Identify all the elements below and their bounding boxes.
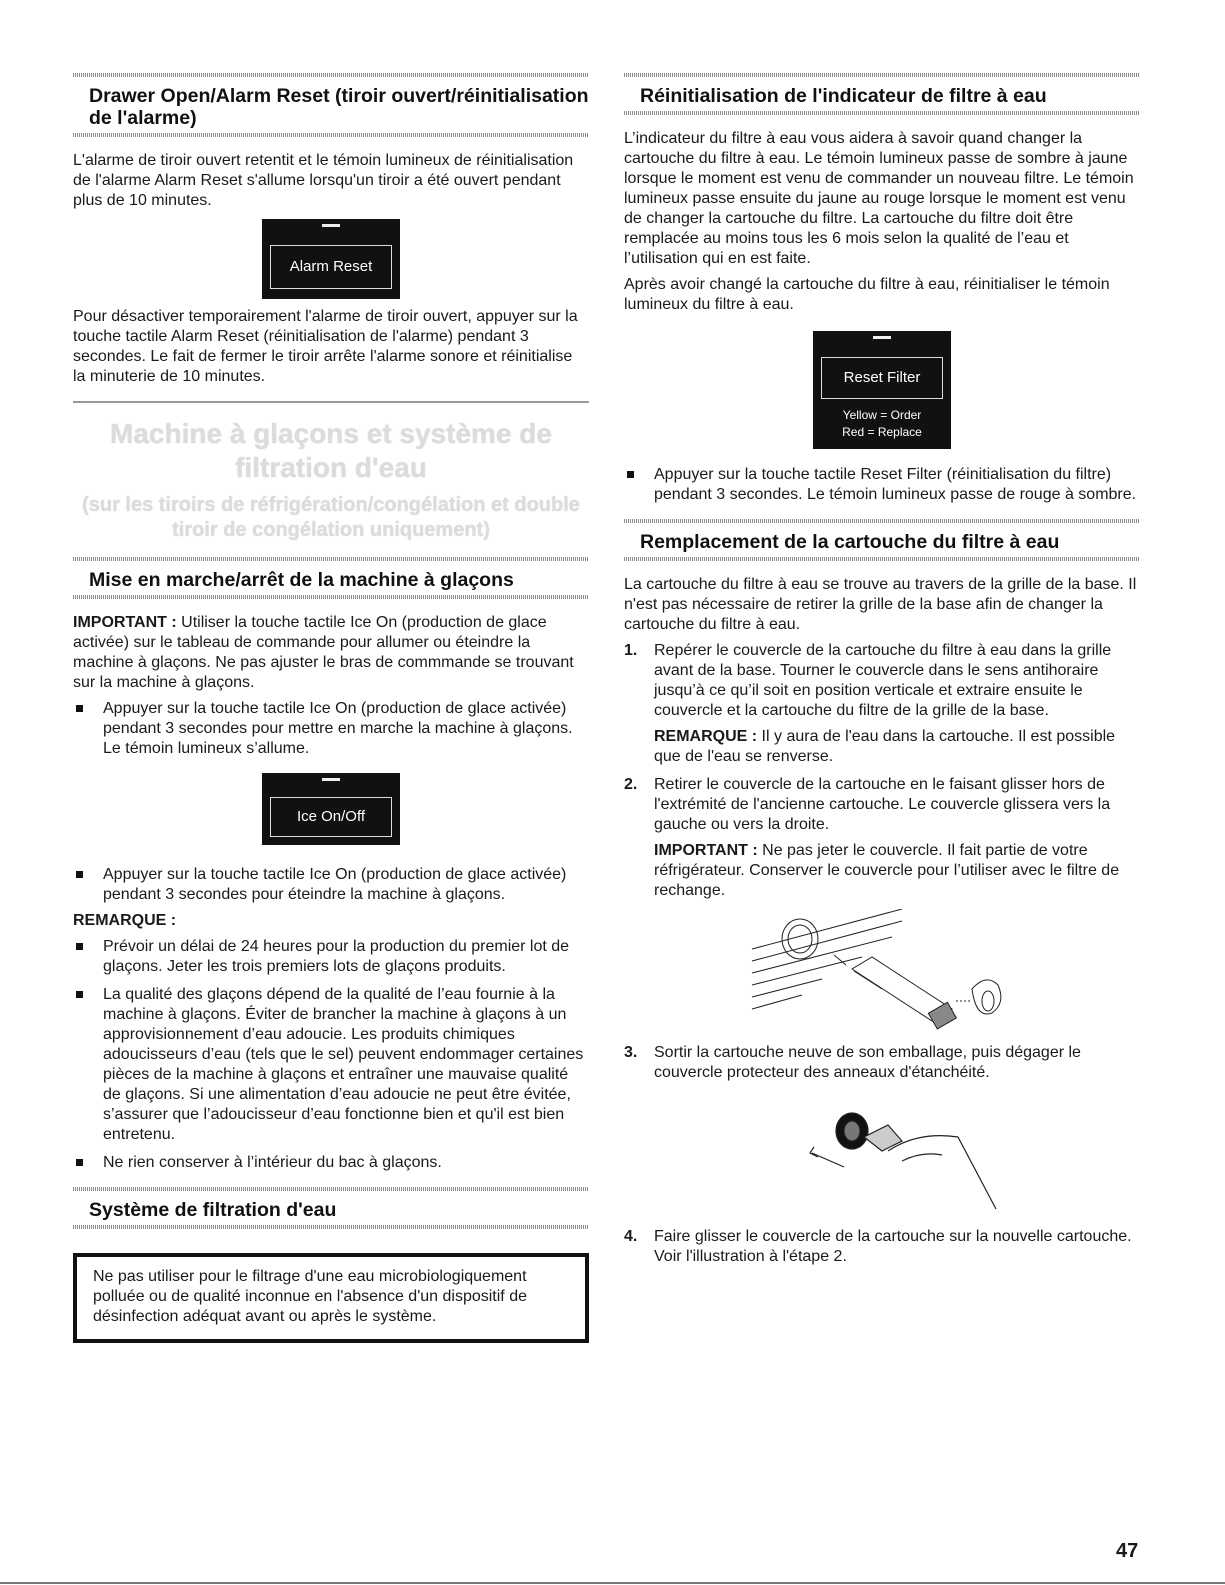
section-divider <box>73 1225 589 1229</box>
main-subtitle: (sur les tiroirs de réfrigération/congélation et double tiroir de congélation uniquement) <box>82 494 580 541</box>
filter-legend-red: Red = Replace <box>842 425 922 439</box>
replace-steps-3 <box>624 1227 1140 1267</box>
filter-removal-illustration-icon <box>742 909 1022 1037</box>
section-divider <box>624 557 1140 561</box>
list-item: La qualité des glaçons dépend de la qualité de l’eau fournie à la machine à glaçons. Éviter de brancher la machine à glaçons à un approvisionnement d’eau adoucie. Les produits chimiques adoucisseurs d’eau (tels que le sel) peuvent endommager certaines pièces de la machine à glaçons et entraîner une mauvaise qualité de glaçons. Si une alimentation d’eau adoucie ne peut être évitée, s’assurer que l’adoucisseur d’eau fonctionne bien et qu'il est bien entretenu. <box>73 985 589 1145</box>
indicator-light-icon <box>873 336 891 339</box>
remarque-list <box>73 937 589 1173</box>
replace-steps <box>624 641 1140 901</box>
step-item: 4. Faire glisser le couvercle de la cartouche sur la nouvelle cartouche. Voir l'illustration à l'étape 2. <box>624 1228 1132 1265</box>
list-item: Prévoir un délai de 24 heures pour la production du premier lot de glaçons. Jeter les trois premiers lots de glaçons produits. <box>73 937 589 977</box>
reset-filter-button[interactable]: Reset Filter <box>821 357 943 399</box>
indicator-light-icon <box>322 224 340 227</box>
alarm-reset-button[interactable]: Alarm Reset <box>270 245 392 289</box>
left-column <box>73 73 589 1343</box>
reset-filter-para2: Après avoir changé la cartouche du filtre à eau, réinitialiser le témoin lumineux du filtre à eau. <box>624 276 1110 313</box>
drawer-alarm-para1: L'alarme de tiroir ouvert retentit et le témoin lumineux de réinitialisation de l'alarme Alarm Reset s'allume lorsqu'un tiroir a été ouvert pendant plus de 10 minutes. <box>73 152 574 209</box>
section-divider <box>73 401 589 403</box>
important-text: Utiliser la touche tactile Ice On (production de glace activée) sur le tableau de commande pour allumer ou éteindre la machine à glaçons. Ne pas ajuster le bras de commmande se trouvant sur la machine à glaçons. <box>73 614 574 691</box>
filter-legend-yellow: Yellow = Order <box>842 408 922 422</box>
replace-intro: La cartouche du filtre à eau se trouve au travers de la grille de la base. Il n'est pas nécessaire de retirer la grille de la base afin de changer la cartouche du filtre à eau. <box>624 576 1137 633</box>
replace-cartridge-heading: Remplacement de la cartouche du filtre à eau <box>640 531 1060 553</box>
ice-maker-heading: Mise en marche/arrêt de la machine à glaçons <box>89 569 514 591</box>
drawer-alarm-heading: Drawer Open/Alarm Reset (tiroir ouvert/réinitialisation de l'alarme) <box>89 85 589 129</box>
ice-onoff-button[interactable]: Ice On/Off <box>270 797 392 837</box>
reset-bullets <box>624 465 1140 505</box>
right-column <box>624 73 1140 1275</box>
filtration-warning-box: Ne pas utiliser pour le filtrage d'une eau microbiologiquement polluée ou de qualité inconnue en l'absence d'un dispositif de désinfection adéquat avant ou après le système. <box>73 1253 589 1343</box>
ice-bullets <box>73 699 589 759</box>
section-divider <box>624 111 1140 115</box>
step-item: 3. Sortir la cartouche neuve de son emballage, puis dégager le couvercle protecteur des anneaux d'étanchéité. <box>624 1044 1081 1081</box>
section-divider <box>73 133 589 137</box>
list-item: Appuyer sur la touche tactile Reset Filter (réinitialisation du filtre) pendant 3 secondes. Le témoin lumineux passe de rouge à sombre. <box>624 465 1140 505</box>
alarm-reset-panel <box>262 219 400 299</box>
reset-filter-para1: L’indicateur du filtre à eau vous aidera à savoir quand changer la cartouche du filtre à eau. Le témoin lumineux passe de sombre à jaune lorsque le moment est venu de commander un nouveau filtre. Le témoin lumineux passe ensuite du jaune au rouge lorsque le moment est venu de changer la cartouche du filtre. La cartouche du filtre doit être remplacée au moins tous les 6 mois selon la qualité de l’eau et l’utilisation qui en est faite. <box>624 130 1134 267</box>
replace-steps-2 <box>624 1043 1140 1083</box>
section-divider <box>73 595 589 599</box>
ice-bullets-2 <box>73 865 589 905</box>
reset-filter-heading: Réinitialisation de l'indicateur de filtre à eau <box>640 85 1047 107</box>
ice-important-para <box>73 613 589 693</box>
list-item: Ne rien conserver à l’intérieur du bac à glaçons. <box>73 1153 589 1173</box>
step-item: 2. Retirer le couvercle de la cartouche en le faisant glisser hors de l'extrémité de l'ancienne cartouche. Le couvercle glissera vers la gauche ou vers la droite. IMPORTANT : Ne pas jeter le couvercle. Il fait partie de votre réfrigérateur. Conserver le couvercle pour l’utiliser avec le filtre de rechange. <box>624 776 1120 899</box>
list-item: Appuyer sur la touche tactile Ice On (production de glace activée) pendant 3 secondes pour éteindre la machine à glaçons. <box>73 865 589 905</box>
important-label: IMPORTANT : <box>73 614 177 631</box>
main-title: Machine à glaçons et système de filtration d'eau <box>110 418 552 483</box>
remarque-label: REMARQUE : <box>73 912 177 929</box>
filtration-heading: Système de filtration d'eau <box>89 1199 337 1221</box>
ice-onoff-panel <box>262 773 400 845</box>
seal-cover-illustration-icon <box>752 1091 1012 1221</box>
reset-filter-panel <box>813 331 951 449</box>
list-item: Appuyer sur la touche tactile Ice On (production de glace activée) pendant 3 secondes pour mettre en marche la machine à glaçons. Le témoin lumineux s’allume. <box>73 699 589 759</box>
page-bottom-rule <box>0 1582 1225 1584</box>
page-number: 47 <box>1116 1540 1139 1562</box>
indicator-light-icon <box>322 778 340 781</box>
step-item: 1. Repérer le couvercle de la cartouche du filtre à eau dans la grille avant de la base. Tourner le couvercle dans le sens antihoraire jusqu’à ce qu’il soit en position verticale et extraire ensuite le couvercle et la cartouche du filtre de la grille de la base. REMARQUE : Il y aura de l'eau dans la cartouche. Il est possible que de l'eau se renverse. <box>624 642 1116 765</box>
drawer-alarm-para2: Pour désactiver temporairement l'alarme de tiroir ouvert, appuyer sur la touche tactile Alarm Reset (réinitialisation de l'alarme) pendant 3 secondes. Le fait de fermer le tiroir arrête l'alarme sonore et réinitialise la minuterie de 10 minutes. <box>73 308 578 385</box>
